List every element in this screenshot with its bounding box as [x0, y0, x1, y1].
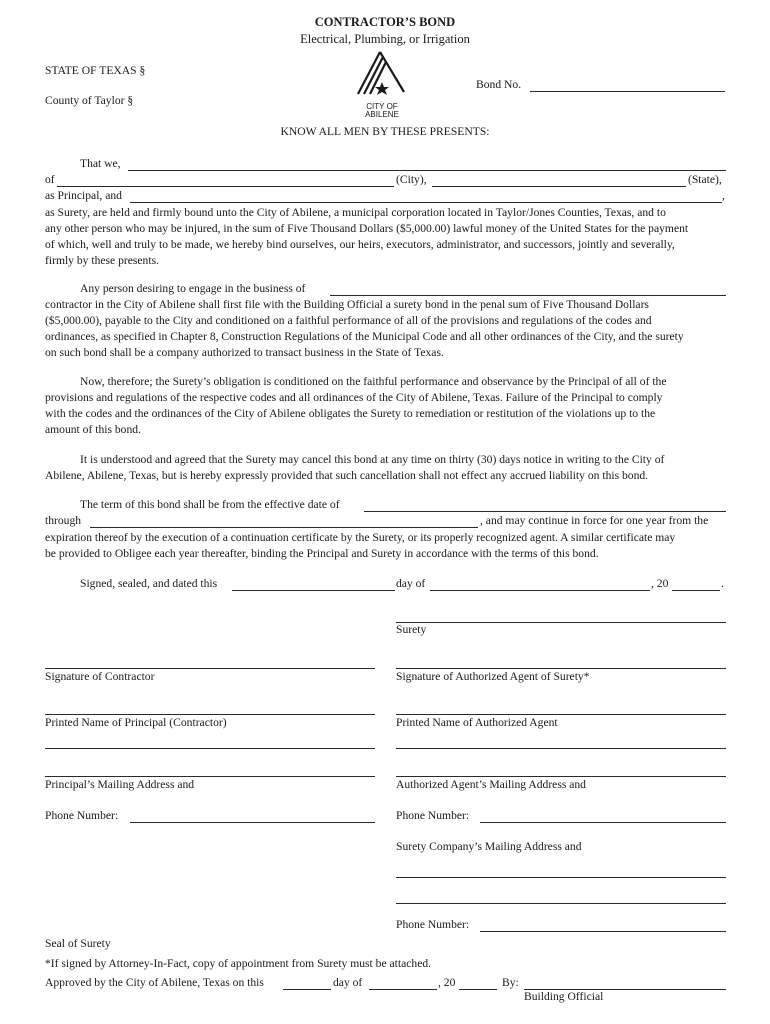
paragraph-line: as Surety, are held and firmly bound unto the City of Abilene, a municipal corporation located in Taylor/Jones Counties, Texas, and to	[45, 206, 666, 219]
surety-company-mailing-label: Surety Company’s Mailing Address and	[396, 840, 582, 853]
paragraph-line: on such bond shall be a company authorized to transact business in the State of Texas.	[45, 346, 444, 359]
as-principal-label: as Principal, and	[45, 189, 122, 202]
through-label: through	[45, 514, 82, 527]
agent-signature-field[interactable]	[396, 668, 726, 669]
surety-address-line1-field[interactable]	[396, 877, 726, 878]
surety-phone-field[interactable]	[480, 931, 726, 932]
agent-mailing-label: Authorized Agent’s Mailing Address and	[396, 778, 586, 791]
approved-label: Approved by the City of Abilene, Texas on this	[45, 976, 264, 989]
obligation-paragraph	[45, 374, 726, 390]
paragraph-line: amount of this bond.	[45, 423, 141, 436]
signed-month-field[interactable]	[430, 590, 650, 591]
seal-of-surety-label: Seal of Surety	[45, 937, 111, 950]
paragraph-line: be provided to Obligee each year thereafter, binding the Principal and Surety in accordance with the terms of this bond.	[45, 547, 599, 560]
paragraph-line: with the codes and the ordinances of the City of Abilene obligates the Surety to remediation or restitution of the violations up to the	[45, 407, 656, 420]
signed-year-field[interactable]	[672, 590, 720, 591]
surety-label: Surety	[396, 623, 427, 636]
continue-text: , and may continue in force for one year from the	[480, 514, 709, 527]
paragraph-line: provisions and regulations of the respective codes and all ordinances of the City of Abilene, Texas. Failure of the Principal to comply	[45, 391, 663, 404]
approved-year-field[interactable]	[459, 989, 497, 990]
form-subtitle: Electrical, Plumbing, or Irrigation	[300, 32, 470, 46]
principal-state-field[interactable]	[432, 186, 686, 187]
paragraph-line: It is understood and agreed that the Surety may cancel this bond at any time on thirty (30) days notice in writing to the City of	[80, 453, 665, 466]
contractor-signature-field[interactable]	[45, 668, 375, 669]
abilene-logo-icon	[352, 48, 412, 100]
surety-name-field[interactable]	[130, 202, 722, 203]
principal-mailing-label: Principal’s Mailing Address and	[45, 778, 195, 791]
attorney-note: *If signed by Attorney-In-Fact, copy of appointment from Surety must be attached.	[45, 957, 432, 970]
principal-address-line2-field[interactable]	[45, 776, 375, 777]
state-label: STATE OF TEXAS §	[45, 64, 146, 77]
obligation-paragraph-cont	[45, 390, 726, 438]
approved-day-field[interactable]	[283, 989, 331, 990]
term-intro: The term of this bond shall be from the effective date of	[80, 498, 340, 511]
approved-day-of-label: day of	[333, 976, 363, 989]
surety-address-line2-field[interactable]	[396, 903, 726, 904]
term-paragraph	[45, 530, 726, 562]
agent-phone-field[interactable]	[480, 822, 726, 823]
signed-day-field[interactable]	[232, 590, 395, 591]
day-of-label: day of	[396, 577, 426, 590]
logo-text-city-of: CITY OF	[366, 102, 398, 111]
principal-address-line1-field[interactable]	[45, 748, 375, 749]
agent-signature-label: Signature of Authorized Agent of Surety*	[396, 670, 590, 683]
principal-phone-field[interactable]	[130, 822, 375, 823]
business-paragraph	[45, 297, 726, 361]
signed-label: Signed, sealed, and dated this	[80, 577, 218, 590]
of-label: of	[45, 173, 55, 186]
principal-printed-name-label: Printed Name of Principal (Contractor)	[45, 716, 227, 729]
that-we-label: That we,	[80, 157, 121, 170]
surety-field[interactable]	[396, 622, 726, 623]
paragraph-line: of which, well and truly to be made, we hereby bind ourselves, our heirs, executors, administrator, and successors, jointly and severally,	[45, 238, 675, 251]
surety-bound-paragraph	[45, 205, 726, 269]
by-label: By:	[502, 976, 519, 989]
effective-date-field[interactable]	[364, 511, 726, 512]
principal-city-field[interactable]	[57, 186, 394, 187]
paragraph-line: Now, therefore; the Surety’s obligation is conditioned on the faithful performance and observance by the Principal of all of the	[80, 375, 667, 388]
paragraph-line: Abilene, Abilene, Texas, but is hereby expressly provided that such cancellation shall not effect any accrued liability on this bond.	[45, 469, 649, 482]
city-of-abilene-logo	[352, 48, 412, 118]
city-label: (City),	[396, 173, 427, 186]
year-prefix: , 20	[651, 577, 669, 590]
building-official-label: Building Official	[524, 990, 604, 1003]
form-title: CONTRACTOR’S BOND	[314, 15, 456, 29]
principal-name-field[interactable]	[128, 170, 726, 171]
agent-printed-name-field[interactable]	[396, 714, 726, 715]
business-intro: Any person desiring to engage in the business of	[80, 282, 306, 295]
contractor-signature-label: Signature of Contractor	[45, 670, 155, 683]
agent-address-line2-field[interactable]	[396, 776, 726, 777]
paragraph-line: ($5,000.00), payable to the City and conditioned on a faithful performance of all of the provisions and regulations of the codes and	[45, 314, 652, 327]
principal-phone-label: Phone Number:	[45, 809, 119, 822]
bond-no-field[interactable]	[530, 91, 725, 92]
approved-month-field[interactable]	[369, 989, 437, 990]
paragraph-line: contractor in the City of Abilene shall first file with the Building Official a surety bond in the penal sum of Five Thousand Dollars	[45, 298, 649, 311]
bond-no-label: Bond No.	[476, 78, 522, 91]
paragraph-line: ordinances, as specified in Chapter 8, Construction Regulations of the Municipal Code and all other ordinances of the City, and the surety	[45, 330, 684, 343]
through-date-field[interactable]	[90, 527, 478, 528]
surety-phone-label: Phone Number:	[396, 918, 470, 931]
agent-printed-name-label: Printed Name of Authorized Agent	[396, 716, 558, 729]
period-mark: .	[721, 577, 724, 590]
approved-year-prefix: , 20	[438, 976, 456, 989]
comma-mark: ,	[722, 189, 725, 202]
agent-address-line1-field[interactable]	[396, 748, 726, 749]
agent-phone-label: Phone Number:	[396, 809, 470, 822]
cancellation-paragraph-cont	[45, 468, 726, 484]
know-all-heading: KNOW ALL MEN BY THESE PRESENTS:	[280, 125, 490, 138]
principal-printed-name-field[interactable]	[45, 714, 375, 715]
cancellation-paragraph	[45, 452, 726, 468]
paragraph-line: expiration thereof by the execution of a continuation certificate by the Surety, or its properly recognized agent. A similar certificate may	[45, 531, 676, 544]
logo-text-abilene: ABILENE	[365, 110, 399, 119]
state-suffix-label: (State),	[688, 173, 722, 186]
paragraph-line: any other person who may be injured, in the sum of Five Thousand Dollars ($5,000.00) lawful money of the United States for the payment	[45, 222, 689, 235]
business-type-field[interactable]	[330, 295, 726, 296]
county-label: County of Taylor §	[45, 94, 134, 107]
paragraph-line: firmly by these presents.	[45, 254, 159, 267]
